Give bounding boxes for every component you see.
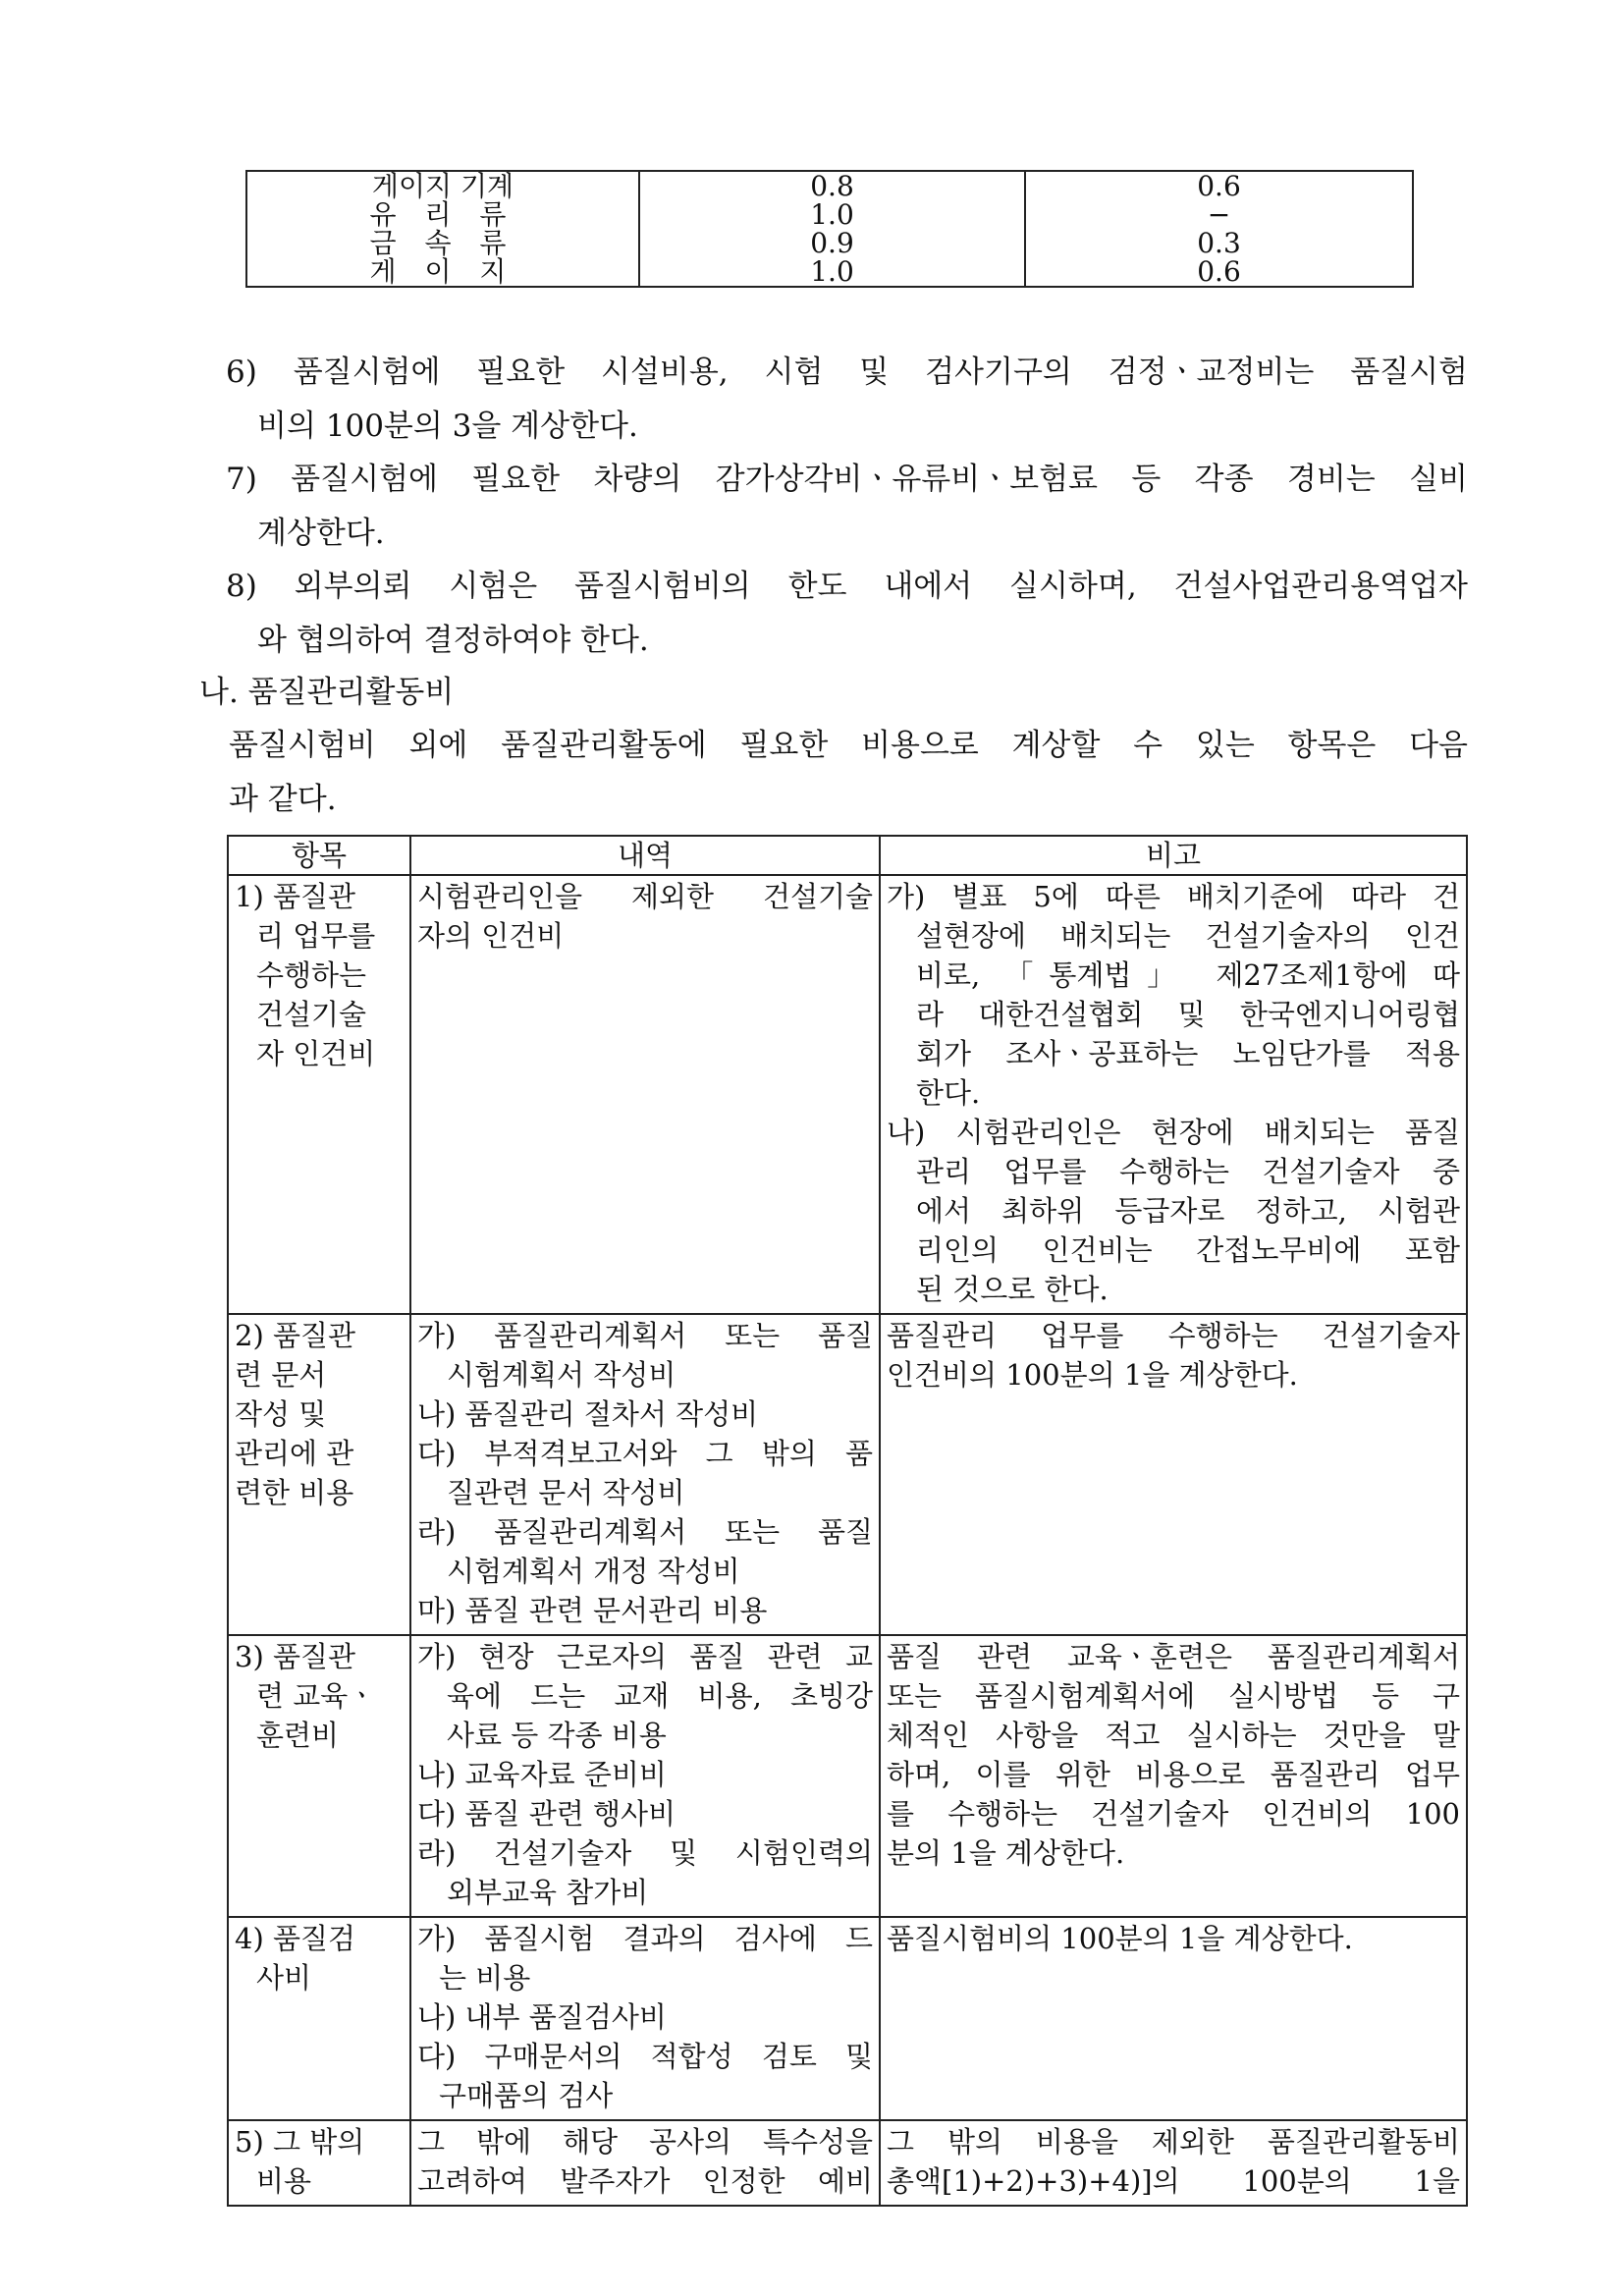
cell-line: 고려하여 발주자가 인정한 예비	[417, 2164, 873, 2198]
cell-line: 라) 건설기술자 및 시험인력의	[417, 1836, 873, 1870]
cell-line: 하며, 이를 위한 비용으로 품질관리 업무	[887, 1758, 1460, 1791]
cell-note	[880, 1635, 1467, 1917]
cell-line: 다) 품질 관련 행사비	[417, 1797, 676, 1831]
cell-line: 다) 부적격보고서와 그 밖의 품	[417, 1437, 873, 1470]
cell-line: 라) 품질관리계획서 또는 품질	[417, 1515, 873, 1549]
cell-item: 유 리 류	[369, 198, 516, 231]
cell-line: 육에 드는 교재 비용, 초빙강	[447, 1679, 873, 1713]
cell-line: 수행하는	[256, 958, 367, 992]
cell-line: 관리에 관	[235, 1437, 354, 1470]
cell-detail	[410, 1635, 880, 1917]
cell-line: 마) 품질 관련 문서관리 비용	[417, 1594, 768, 1627]
cell-note	[880, 1917, 1467, 2120]
cell-line: 가) 품질시험 결과의 검사에 드	[417, 1922, 873, 1955]
cell-item	[228, 875, 410, 1314]
cell-line: 자 인건비	[256, 1037, 376, 1070]
cell-item: 게 이 지	[369, 255, 516, 288]
cell-line: 건설기술	[256, 998, 367, 1031]
table-row	[228, 1917, 1467, 2120]
cell-line: 분의 1을 계상한다.	[887, 1836, 1125, 1870]
cell-line: 나) 시험관리인은 현장에 배치되는 품질	[887, 1116, 1460, 1149]
cell-detail	[410, 1314, 880, 1635]
table-row	[228, 2120, 1467, 2206]
section-heading: 나. 품질관리활동비	[199, 675, 455, 710]
cell-value: 0.6	[1197, 255, 1241, 288]
paragraph-7	[226, 453, 1468, 561]
section-intro	[229, 719, 1468, 827]
cell-line: 외부교육 참가비	[447, 1876, 649, 1909]
cell-line: 질관련 문서 작성비	[447, 1476, 685, 1509]
cell-line: 시험관리인을 제외한 건설기술	[417, 880, 873, 913]
header-item: 항목	[228, 836, 410, 875]
cell-line: 에서 최하위 등급자로 정하고, 시험관	[916, 1194, 1460, 1228]
cell-value: 0.8	[810, 170, 854, 202]
cell-item: 게이지 기계	[371, 170, 514, 202]
cell-item	[228, 2120, 410, 2206]
cell-line: 3) 품질관	[235, 1640, 356, 1673]
cell-line: 시험계획서 작성비	[447, 1358, 676, 1392]
cell-line: 5) 그 밖의	[235, 2125, 365, 2159]
cell-value: 1.0	[810, 255, 854, 288]
cell-note	[880, 875, 1467, 1314]
cell-line: 한다.	[916, 1076, 981, 1110]
table-header-row	[228, 836, 1467, 875]
cell-value: 0.6	[1197, 170, 1241, 202]
item-column	[246, 171, 639, 287]
cell-line: 련 교육ㆍ	[256, 1679, 376, 1713]
cell-line: 총액[1)+2)+3)+4)]의 100분의 1을	[887, 2164, 1460, 2198]
cell-line: 품질 관련 교육ㆍ훈련은 품질관리계획서	[887, 1640, 1460, 1673]
cell-detail	[410, 875, 880, 1314]
cell-line: 작성 및	[235, 1397, 327, 1431]
cell-value: 0.3	[1197, 227, 1241, 259]
value-a-column	[639, 171, 1025, 287]
cell-line: 품질시험비의 100분의 1을 계상한다.	[887, 1922, 1353, 1955]
cell-line: 리인의 인건비는 간접노무비에 포함	[916, 1233, 1460, 1267]
cell-line: 나) 내부 품질검사비	[417, 2000, 667, 2034]
paragraph-line: 8) 외부의뢰 시험은 품질시험비의 한도 내에서 실시하며, 건설사업관리용역업자	[226, 569, 1468, 604]
paragraph-8	[226, 560, 1468, 668]
cell-line: 체적인 사항을 적고 실시하는 것만을 말	[887, 1719, 1460, 1752]
quality-activity-cost-table	[227, 835, 1468, 2207]
cell-note	[880, 2120, 1467, 2206]
value-b-column	[1025, 171, 1413, 287]
paragraph-line: 비의 100분의 3을 계상한다.	[257, 409, 638, 444]
cell-line: 된 것으로 한다.	[916, 1273, 1109, 1306]
cell-value: −	[1207, 198, 1231, 231]
cell-line: 사료 등 각종 비용	[447, 1719, 667, 1752]
cell-detail	[410, 2120, 880, 2206]
cell-line: 가) 품질관리계획서 또는 품질	[417, 1319, 873, 1352]
cell-line: 1) 품질관	[235, 880, 356, 913]
cell-line: 인건비의 100분의 1을 계상한다.	[887, 1358, 1298, 1392]
paragraph-line: 과 같다.	[229, 782, 337, 817]
cell-line: 회가 조사ㆍ공표하는 노임단가를 적용	[916, 1037, 1460, 1070]
cell-line: 관리 업무를 수행하는 건설기술자 중	[916, 1155, 1460, 1188]
cell-line: 를 수행하는 건설기술자 인건비의 100	[887, 1797, 1460, 1831]
cell-value: 1.0	[810, 198, 854, 231]
coefficient-table	[245, 170, 1414, 288]
table-row	[228, 1635, 1467, 1917]
cell-line: 시험계획서 개정 작성비	[447, 1555, 740, 1588]
cell-line: 설현장에 배치되는 건설기술자의 인건	[916, 919, 1460, 953]
cell-line: 련한 비용	[235, 1476, 354, 1509]
paragraph-line: 계상한다.	[257, 516, 385, 551]
cell-line: 다) 구매문서의 적합성 검토 및	[417, 2040, 873, 2073]
table-row	[228, 1314, 1467, 1635]
cell-line: 2) 품질관	[235, 1319, 356, 1352]
paragraph-line: 6) 품질시험에 필요한 시설비용, 시험 및 검사기구의 검정ㆍ교정비는 품질시험	[226, 355, 1468, 390]
cell-detail	[410, 1917, 880, 2120]
cell-line: 비로, 「통계법」 제27조제1항에 따	[916, 958, 1460, 992]
paragraph-line: 품질시험비 외에 품질관리활동에 필요한 비용으로 계상할 수 있는 항목은 다음	[229, 728, 1468, 763]
cell-item: 금 속 류	[369, 227, 516, 259]
cell-note	[880, 1314, 1467, 1635]
cell-line: 사비	[256, 1961, 312, 1995]
cell-line: 가) 현장 근로자의 품질 관련 교	[417, 1640, 873, 1673]
cell-item	[228, 1917, 410, 2120]
cell-line: 훈련비	[256, 1719, 340, 1752]
cell-line: 나) 교육자료 준비비	[417, 1758, 667, 1791]
cell-line: 는 비용	[439, 1961, 531, 1995]
table-row	[228, 875, 1467, 1314]
cell-line: 자의 인건비	[417, 919, 565, 953]
cell-line: 그 밖에 해당 공사의 특수성을	[417, 2125, 873, 2159]
cell-line: 련 문서	[235, 1358, 327, 1392]
header-note: 비고	[880, 836, 1467, 875]
cell-line: 그 밖의 비용을 제외한 품질관리활동비	[887, 2125, 1460, 2159]
cell-line: 나) 품질관리 절차서 작성비	[417, 1397, 759, 1431]
cell-line: 라 대한건설협회 및 한국엔지니어링협	[916, 998, 1460, 1031]
cell-line: 또는 품질시험계획서에 실시방법 등 구	[887, 1679, 1460, 1713]
cell-line: 4) 품질검	[235, 1922, 356, 1955]
header-detail: 내역	[410, 836, 880, 875]
cell-line: 구매품의 검사	[439, 2079, 614, 2112]
table-row	[246, 171, 1413, 287]
cell-item	[228, 1635, 410, 1917]
paragraph-line: 와 협의하여 결정하여야 한다.	[257, 623, 649, 658]
cell-line: 비용	[256, 2164, 312, 2198]
cell-line: 품질관리 업무를 수행하는 건설기술자	[887, 1319, 1460, 1352]
cell-line: 가) 별표 5에 따른 배치기준에 따라 건	[887, 880, 1460, 913]
paragraph-line: 7) 품질시험에 필요한 차량의 감가상각비ㆍ유류비ㆍ보험료 등 각종 경비는 실비	[226, 462, 1468, 497]
cell-item	[228, 1314, 410, 1635]
cell-value: 0.9	[810, 227, 854, 259]
paragraph-6	[226, 346, 1468, 454]
cell-line: 리 업무를	[256, 919, 376, 953]
